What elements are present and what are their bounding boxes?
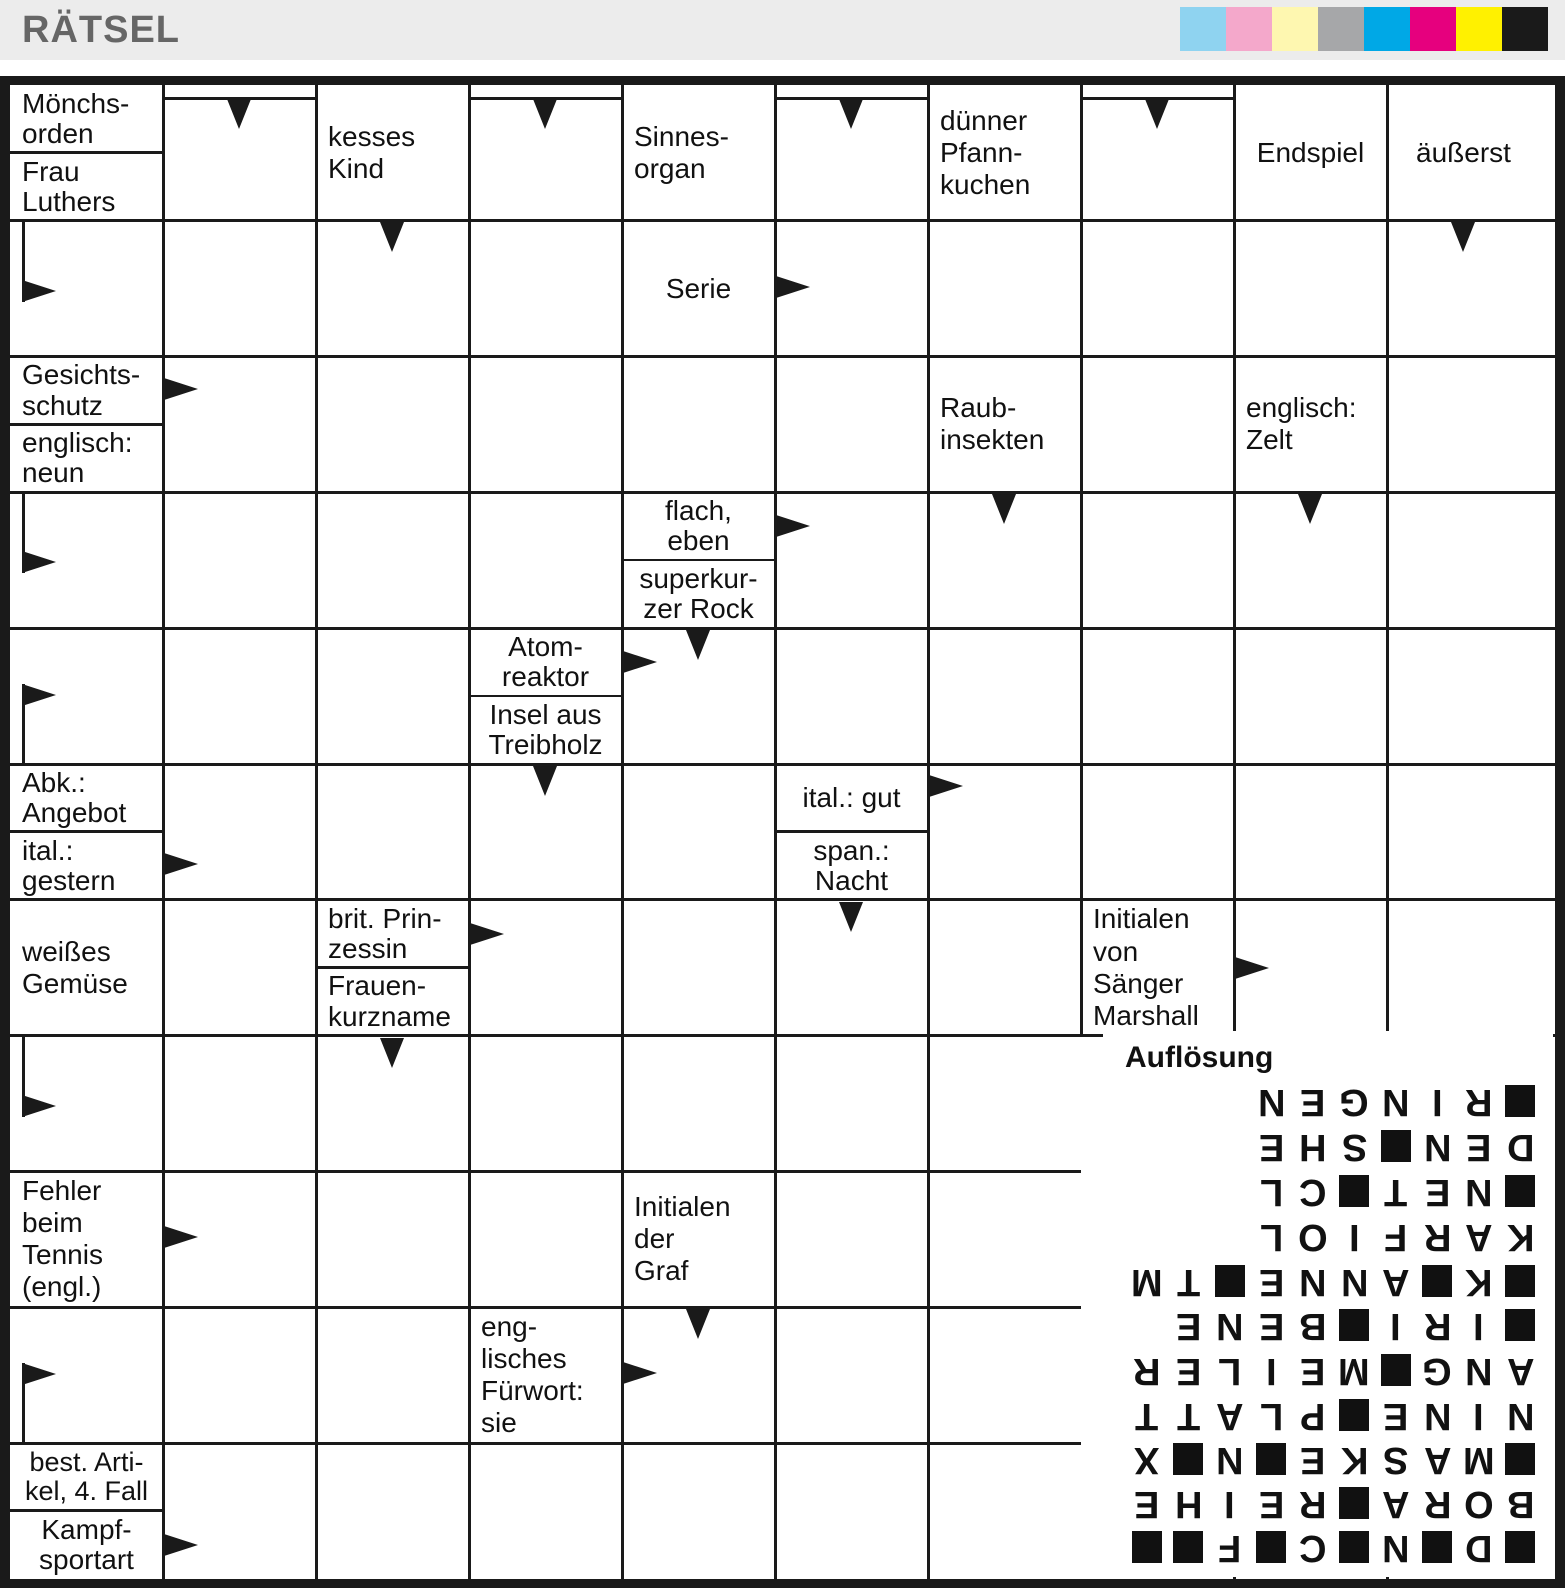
solution-row [1126, 1437, 1565, 1481]
clue-cell [1387, 85, 1540, 221]
clue-cell [10, 1511, 163, 1579]
clue-cell [10, 425, 163, 493]
solution-letter: A [1382, 1260, 1410, 1303]
clue-text: Gesichts- schutz [22, 359, 141, 421]
solution-block [1334, 1303, 1376, 1347]
solution-block [1500, 1079, 1542, 1123]
arrow-down-icon [227, 99, 251, 129]
arrow-right-down-icon [22, 684, 58, 764]
solution-letter: N [1257, 1080, 1285, 1123]
solution-letter: S [1341, 1125, 1367, 1168]
clue-text: dünner Pfann- kuchen [940, 104, 1031, 200]
solution-letter: G [1422, 1349, 1453, 1392]
solution-letter: E [1175, 1349, 1201, 1392]
solution-block [1375, 1124, 1417, 1168]
color-swatch [1226, 7, 1272, 51]
solution-row [1126, 1525, 1565, 1569]
solution-row [1251, 1079, 1565, 1123]
solution-letter: I [1224, 1482, 1236, 1525]
clue-text: Serie [665, 272, 732, 304]
arrow-right-icon [164, 853, 198, 875]
solution-row [1126, 1481, 1565, 1525]
clue-cell [469, 628, 622, 696]
clue-text: superkur- zer Rock [639, 563, 758, 625]
clue-cell [775, 764, 928, 832]
arrow-down-icon [686, 630, 710, 660]
solution-letter: N [1340, 1260, 1368, 1303]
solution-letter: N [1216, 1304, 1244, 1347]
color-swatch [1180, 7, 1226, 51]
solution-block [1500, 1525, 1542, 1569]
solution-letter: E [1300, 1438, 1326, 1481]
arrow-down-icon [533, 766, 557, 796]
solution-title: Auflösung [1125, 1041, 1274, 1074]
grid-line [10, 627, 1555, 630]
solution-letter: K [1465, 1260, 1493, 1303]
clue-text: Abk.: Angebot [22, 766, 127, 828]
clue-cell [622, 492, 775, 560]
crossword-puzzle [0, 76, 1565, 1588]
color-calibration-bar [1180, 7, 1548, 51]
clue-cell [10, 832, 163, 900]
clue-cell [622, 560, 775, 628]
solution-letter: T [1176, 1260, 1200, 1303]
clue-cell [316, 85, 469, 221]
clue-text: Endspiel [1256, 136, 1365, 168]
header-bar [0, 0, 1565, 60]
solution-letter: M [1462, 1438, 1495, 1481]
solution-block [1375, 1348, 1417, 1392]
clue-cell [10, 1443, 163, 1511]
arrow-down-icon [839, 902, 863, 932]
clue-cell [10, 1171, 163, 1307]
solution-panel [1103, 1031, 1553, 1577]
solution-block [1334, 1481, 1376, 1525]
solution-letter: E [1466, 1125, 1492, 1168]
clue-text: Sinnes- organ [634, 120, 729, 184]
solution-letter: A [1465, 1215, 1493, 1258]
grid-line [315, 85, 318, 1579]
clue-text: Frauen- kurzname [328, 970, 451, 1032]
arrow-down-icon [686, 1309, 710, 1339]
solution-letter: R [1133, 1349, 1161, 1392]
solution-block [1500, 1259, 1542, 1303]
arrow-down-right-icon [22, 1037, 58, 1117]
clue-cell [469, 696, 622, 764]
clue-text: brit. Prin- zessin [328, 902, 442, 964]
clue-text: ital.: gestern [22, 834, 116, 896]
clue-cell [622, 1171, 775, 1307]
solution-block [1209, 1259, 1251, 1303]
clue-text: äußerst [1416, 136, 1511, 168]
solution-letter: R [1299, 1482, 1327, 1525]
clue-cell [928, 85, 1081, 221]
solution-letter: C [1299, 1170, 1327, 1213]
solution-block [1500, 1303, 1542, 1347]
clue-cell [10, 900, 163, 1036]
solution-letter: E [1175, 1304, 1201, 1347]
solution-letter: K [1506, 1215, 1534, 1258]
arrow-right-icon [470, 923, 504, 945]
arrow-right-icon [929, 775, 963, 797]
arrow-down-icon [1298, 494, 1322, 524]
solution-letter: S [1383, 1438, 1409, 1481]
solution-row [1168, 1303, 1565, 1347]
solution-letter: N [1423, 1394, 1451, 1437]
arrow-right-icon [623, 1362, 657, 1384]
clue-text: Frau Luthers [22, 155, 116, 217]
solution-letter: I [1473, 1304, 1485, 1347]
clue-cell [10, 153, 163, 221]
solution-letter: E [1424, 1170, 1450, 1213]
arrow-down-icon [992, 494, 1016, 524]
solution-block [1334, 1393, 1376, 1437]
clue-text: Insel aus Treibholz [488, 698, 603, 761]
clue-text: span.: Nacht [813, 834, 890, 896]
arrow-down-icon [380, 222, 404, 252]
solution-letter: E [1134, 1482, 1160, 1525]
clue-cell [622, 221, 775, 357]
solution-letter: N [1216, 1438, 1244, 1481]
clue-cell [316, 900, 469, 968]
arrow-right-icon [164, 378, 198, 400]
clue-text: Kampf- sportart [39, 1513, 134, 1575]
solution-letter: D [1506, 1125, 1534, 1168]
clue-text: englisch: Zelt [1246, 392, 1357, 456]
clue-cell [1234, 357, 1387, 493]
color-swatch [1456, 7, 1502, 51]
arrow-right-icon [776, 515, 810, 537]
clue-cell [10, 357, 163, 425]
solution-letter: T [1176, 1394, 1200, 1437]
solution-block [1417, 1259, 1459, 1303]
solution-letter: B [1299, 1304, 1327, 1347]
arrow-down-icon [380, 1038, 404, 1068]
solution-letter: K [1340, 1438, 1368, 1481]
grid-line [1080, 85, 1083, 1036]
clue-text: Initialen von Sänger Marshall [1093, 903, 1199, 1031]
solution-row [1126, 1259, 1565, 1303]
solution-row [1126, 1393, 1565, 1437]
arrow-right-icon [164, 1226, 198, 1248]
clue-text: Initialen der Graf [634, 1191, 731, 1287]
arrow-right-icon [164, 1534, 198, 1556]
solution-letter: R [1423, 1482, 1451, 1525]
arrow-right-icon [623, 651, 657, 673]
clue-text: best. Arti- kel, 4. Fall [24, 1446, 149, 1506]
grid-line [10, 1170, 1081, 1173]
solution-block [1251, 1525, 1293, 1569]
solution-letter: A [1506, 1349, 1534, 1392]
clue-text: kesses Kind [328, 120, 416, 184]
solution-letter: R [1465, 1080, 1493, 1123]
clue-text: flach, eben [665, 495, 732, 557]
arrow-right-icon [776, 276, 810, 298]
solution-block [1168, 1525, 1210, 1569]
solution-letter: M [1130, 1260, 1163, 1303]
clue-text: Mönchs- orden [22, 87, 130, 149]
solution-letter: N [1382, 1526, 1410, 1569]
solution-row [1126, 1348, 1565, 1392]
solution-block [1126, 1525, 1168, 1569]
solution-letter: B [1506, 1482, 1534, 1525]
solution-letter: I [1348, 1215, 1360, 1258]
solution-letter: L [1259, 1170, 1283, 1213]
solution-letter: C [1299, 1526, 1327, 1569]
solution-row [1251, 1124, 1565, 1168]
clue-text: englisch: neun [22, 427, 133, 489]
solution-letter: G [1339, 1080, 1370, 1123]
arrow-down-icon [1451, 222, 1475, 252]
solution-letter: D [1465, 1526, 1493, 1569]
solution-letter: N [1299, 1260, 1327, 1303]
color-swatch [1364, 7, 1410, 51]
arrow-down-right-icon [22, 222, 58, 302]
solution-letter: I [1265, 1349, 1277, 1392]
solution-letter: M [1338, 1349, 1371, 1392]
solution-letter: O [1463, 1482, 1494, 1525]
solution-row [1251, 1214, 1565, 1258]
solution-block [1168, 1437, 1210, 1481]
solution-letter: I [1431, 1080, 1443, 1123]
solution-letter: R [1423, 1215, 1451, 1258]
arrow-down-icon [1145, 99, 1169, 129]
clue-cell [10, 764, 163, 832]
color-swatch [1410, 7, 1456, 51]
solution-letter: X [1134, 1438, 1160, 1481]
solution-letter: F [1384, 1215, 1408, 1258]
solution-letter: N [1465, 1170, 1493, 1213]
clue-cell [469, 1307, 622, 1443]
solution-letter: A [1216, 1394, 1244, 1437]
solution-letter: A [1423, 1438, 1451, 1481]
solution-letter: E [1383, 1394, 1409, 1437]
solution-letter: L [1218, 1349, 1242, 1392]
solution-row [1251, 1169, 1565, 1213]
solution-letter: N [1506, 1394, 1534, 1437]
solution-letter: N [1382, 1080, 1410, 1123]
solution-letter: R [1423, 1304, 1451, 1347]
solution-letter: E [1258, 1304, 1284, 1347]
clue-text: eng- lisches Fürwort: sie [481, 1310, 584, 1439]
clue-text: Fehler beim Tennis (engl.) [22, 1174, 103, 1303]
solution-letter: T [1135, 1394, 1159, 1437]
solution-block [1334, 1525, 1376, 1569]
solution-block [1500, 1437, 1542, 1481]
solution-letter: E [1258, 1125, 1284, 1168]
clue-cell [316, 968, 469, 1036]
solution-letter: H [1299, 1125, 1327, 1168]
solution-letter: A [1382, 1482, 1410, 1525]
arrow-right-icon [1235, 957, 1269, 979]
clue-text: ital.: gut [802, 781, 901, 813]
solution-letter: N [1465, 1349, 1493, 1392]
clue-text: Raub- insekten [940, 392, 1045, 456]
solution-block [1334, 1169, 1376, 1213]
arrow-down-icon [839, 99, 863, 129]
solution-letter: H [1174, 1482, 1202, 1525]
clue-cell [10, 85, 163, 153]
clue-text: Atom- reaktor [501, 630, 590, 693]
solution-letter: E [1258, 1260, 1284, 1303]
solution-block [1251, 1437, 1293, 1481]
color-swatch [1502, 7, 1548, 51]
solution-block [1417, 1525, 1459, 1569]
solution-letter: I [1473, 1394, 1485, 1437]
solution-letter: F [1218, 1526, 1242, 1569]
clue-cell [1234, 85, 1387, 221]
clue-cell [775, 832, 928, 900]
solution-letter: P [1300, 1394, 1326, 1437]
color-swatch [1318, 7, 1364, 51]
solution-letter: E [1300, 1080, 1326, 1123]
solution-block [1500, 1169, 1542, 1213]
clue-cell [622, 85, 775, 221]
solution-letter: T [1384, 1170, 1408, 1213]
crossword-grid [10, 85, 1555, 1579]
clue-cell [928, 357, 1081, 493]
solution-letter: E [1300, 1349, 1326, 1392]
color-swatch [1272, 7, 1318, 51]
solution-letter: L [1259, 1215, 1283, 1258]
solution-letter: E [1258, 1482, 1284, 1525]
solution-letter: I [1390, 1304, 1402, 1347]
clue-cell [1081, 900, 1234, 1036]
solution-letter: L [1259, 1394, 1283, 1437]
clue-text: weißes Gemüse [22, 935, 128, 999]
arrow-down-right-icon [22, 493, 58, 573]
arrow-down-icon [533, 99, 557, 129]
solution-letter: N [1423, 1125, 1451, 1168]
page-title: RÄTSEL [22, 9, 180, 51]
solution-letter: O [1297, 1215, 1328, 1258]
arrow-right-down-icon [22, 1363, 58, 1443]
